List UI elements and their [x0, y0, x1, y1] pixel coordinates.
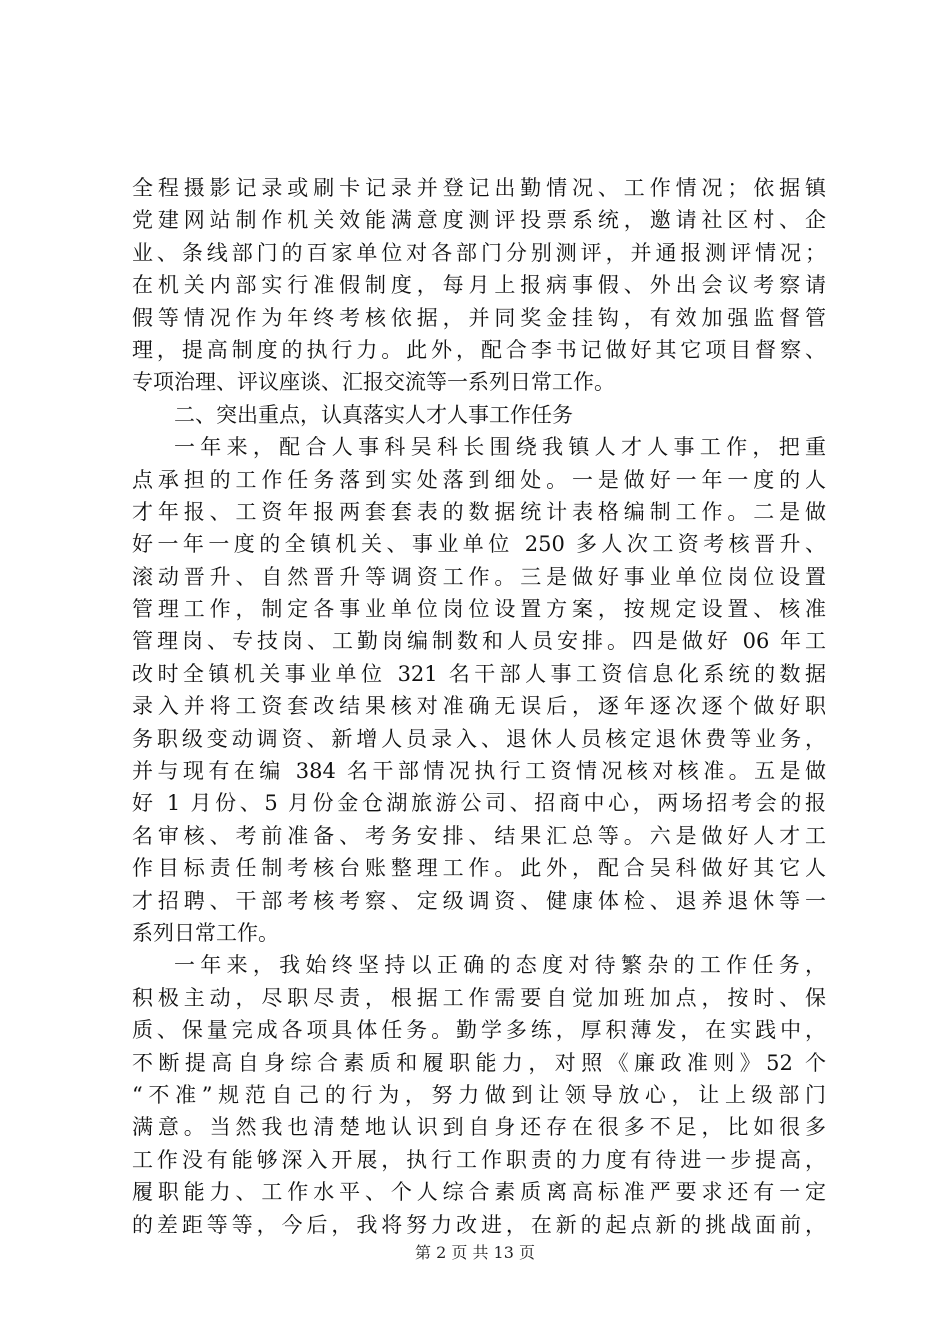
- text-line: 理，提高制度的执行力。此外，配合李书记做好其它项目督察、: [132, 337, 826, 362]
- text-line: 在机关内部实行准假制度，每月上报病事假、外出会议考察请: [132, 273, 826, 298]
- text-line: 系列日常工作。: [132, 920, 279, 945]
- text-line: 业、条线部门的百家单位对各部门分别测评，并通报测评情况；: [132, 240, 826, 265]
- section-heading: 二、突出重点，认真落实人才人事工作任务: [174, 402, 573, 427]
- text-line: 不断提高自身综合素质和履职能力，对照《廉政准则》52 个: [132, 1050, 826, 1075]
- text-line: 管理岗、专技岗、工勤岗编制数和人员安排。四是做好 06 年工: [132, 629, 826, 654]
- text-line: 全程摄影记录或刷卡记录并登记出勤情况、工作情况；依据镇: [132, 176, 826, 200]
- text-line: 一年来，配合人事科吴科长围绕我镇人才人事工作，把重: [174, 435, 826, 460]
- text-line: 好一年一度的全镇机关、事业单位 250 多人次工资考核晋升、: [132, 532, 826, 557]
- text-line: 满意。当然我也清楚地认识到自身还存在很多不足，比如很多: [132, 1115, 826, 1140]
- text-line: 才年报、工资年报两套套表的数据统计表格编制工作。二是做: [132, 499, 826, 524]
- text-line: 才招聘、干部考核考察、定级调资、健康体检、退养退休等一: [132, 888, 826, 913]
- text-line: 的差距等等，今后，我将努力改进，在新的起点新的挑战面前，: [132, 1212, 826, 1237]
- document-body: [132, 172, 826, 1241]
- text-line: 改时全镇机关事业单位 321 名干部人事工资信息化系统的数据: [132, 661, 826, 686]
- text-line: 名审核、考前准备、考务安排、结果汇总等。六是做好人才工: [132, 823, 826, 848]
- text-line: 党建网站制作机关效能满意度测评投票系统，邀请社区村、企: [132, 208, 826, 233]
- text-line: 管理工作，制定各事业单位岗位设置方案，按规定设置、核准: [132, 597, 826, 622]
- text-line: 一年来，我始终坚持以正确的态度对待繁杂的工作任务，: [174, 953, 826, 978]
- text-line: 质、保量完成各项具体任务。勤学多练，厚积薄发，在实践中，: [132, 1018, 826, 1043]
- text-line: 假等情况作为年终考核依据，并同奖金挂钩，有效加强监督管: [132, 305, 826, 330]
- text-line: 滚动晋升、自然晋升等调资工作。三是做好事业单位岗位设置: [132, 564, 826, 589]
- text-line: “不准”规范自己的行为，努力做到让领导放心，让上级部门: [132, 1082, 826, 1107]
- page-number-footer: 第 2 页 共 13 页: [415, 1243, 535, 1262]
- text-line: 好 1 月份、5 月份金仓湖旅游公司、招商中心，两场招考会的报: [132, 791, 826, 816]
- text-line: 录入并将工资套改结果核对准确无误后，逐年逐次逐个做好职: [132, 694, 826, 719]
- text-line: 积极主动，尽职尽责，根据工作需要自觉加班加点，按时、保: [132, 985, 826, 1010]
- text-line: 点承担的工作任务落到实处落到细处。一是做好一年一度的人: [132, 467, 826, 492]
- text-line: 专项治理、评议座谈、汇报交流等一系列日常工作。: [132, 370, 615, 395]
- text-line: 作目标责任制考核台账整理工作。此外，配合吴科做好其它人: [132, 856, 826, 881]
- text-line: 务职级变动调资、新增人员录入、退休人员核定退休费等业务，: [132, 726, 826, 751]
- text-line: 工作没有能够深入开展，执行工作职责的力度有待进一步提高，: [132, 1147, 826, 1172]
- text-line: 履职能力、工作水平、个人综合素质离高标准严要求还有一定: [132, 1180, 826, 1205]
- text-line: 并与现有在编 384 名干部情况执行工资情况核对核准。五是做: [132, 759, 826, 784]
